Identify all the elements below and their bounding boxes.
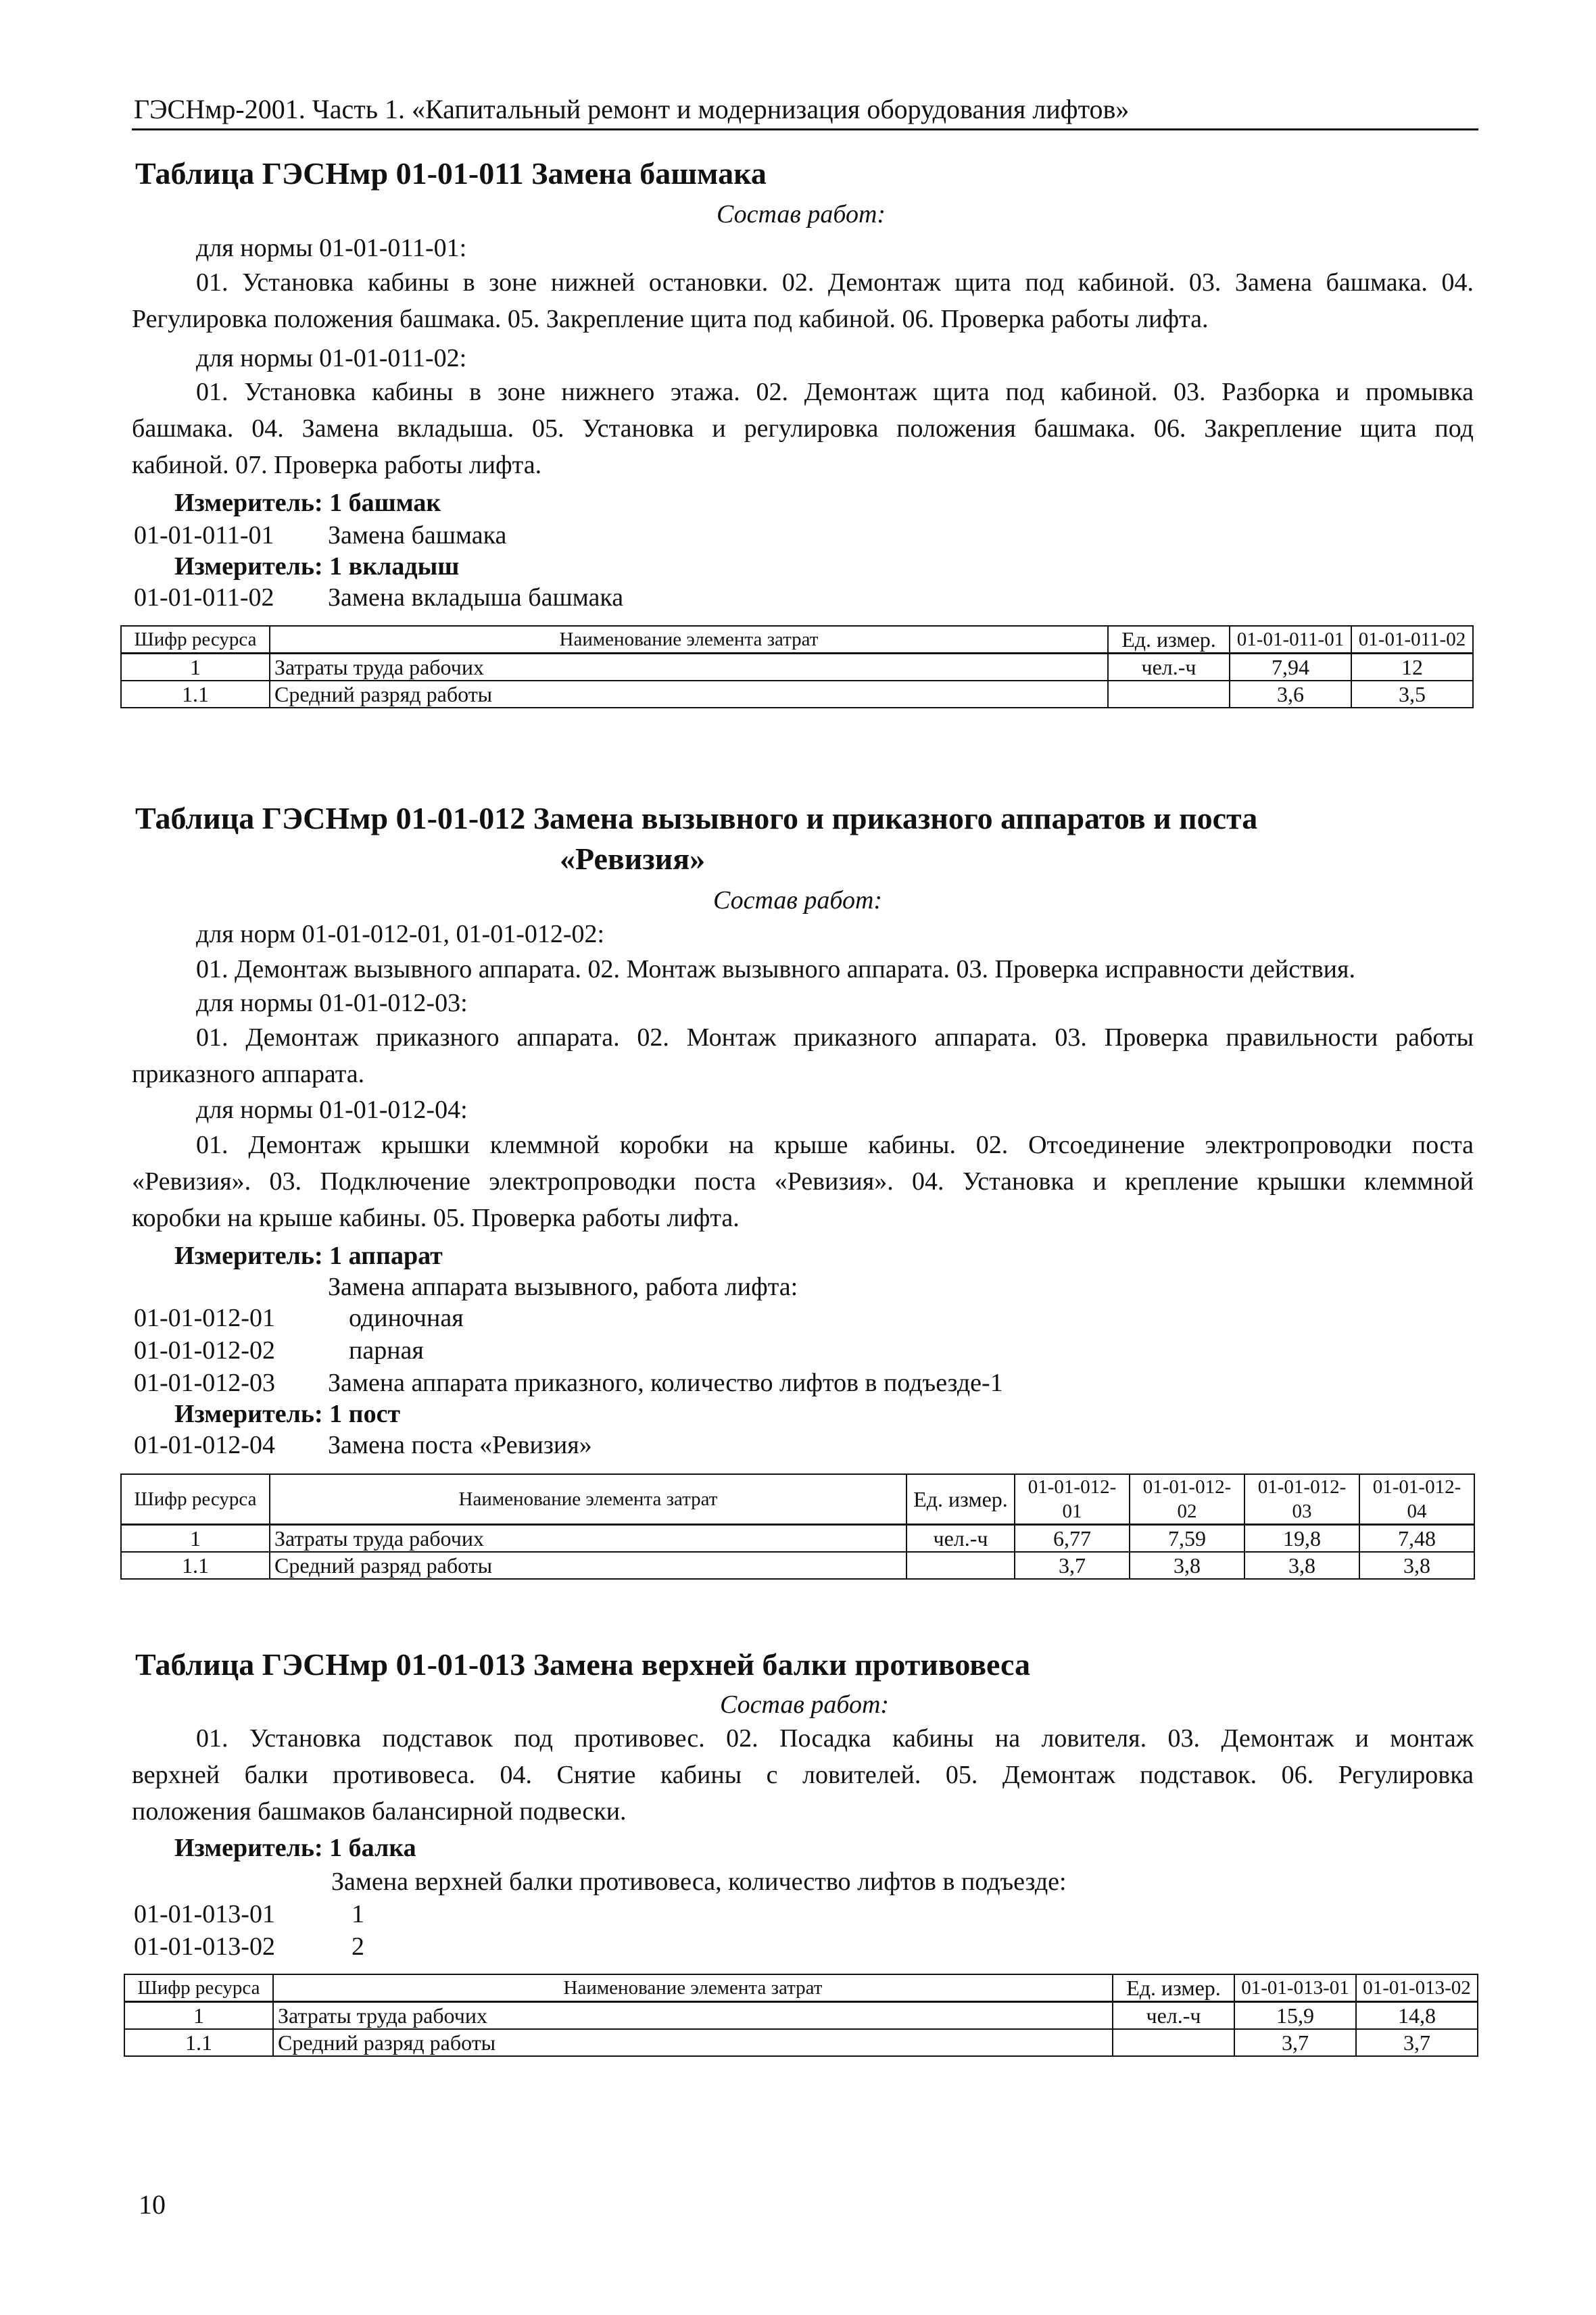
- table-011-norm1-label: для нормы 01-01-011-01:: [196, 234, 467, 262]
- row-code: 1.1: [124, 2029, 273, 2056]
- norm-desc-011-01: Замена башмака: [328, 521, 507, 550]
- table-012-norm2-line2: приказного аппарата.: [132, 1060, 365, 1088]
- table-011-meter1: Измеритель: 1 башмак: [174, 489, 441, 517]
- table-013-group-desc: Замена верхней балки противовеса, количество лифтов в подъезде:: [331, 1868, 1067, 1896]
- norm-code-012-03: 01-01-012-03: [134, 1369, 275, 1397]
- row-unit: чел.-ч: [906, 1525, 1015, 1553]
- table-011-norm2-line1: 01. Установка кабины в зоне нижнего этажа. 02. Демонтаж щита под кабиной. 03. Разборка и промывка: [196, 378, 1474, 406]
- table-011-norm2-label: для нормы 01-01-011-02:: [196, 344, 467, 372]
- table-013-line1: 01. Установка подставок под противовес. 02. Посадка кабины на ловителя. 03. Демонтаж и монтаж: [196, 1724, 1474, 1753]
- row-value: 3,8: [1130, 1552, 1244, 1579]
- table-011-norm1-line2: Регулировка положения башмака. 05. Закрепление щита под кабиной. 06. Проверка работы лифта.: [132, 305, 1209, 333]
- table-012-norm2-label: для нормы 01-01-012-03:: [196, 989, 468, 1017]
- row-value: 3,6: [1230, 681, 1351, 708]
- table-012-norm2-line1: 01. Демонтаж приказного аппарата. 02. Монтаж приказного аппарата. 03. Проверка правильности работы: [196, 1023, 1474, 1052]
- row-value: 7,59: [1130, 1525, 1244, 1553]
- table-012-title-line2: «Ревизия»: [560, 842, 706, 876]
- norm-code-012-02: 01-01-012-02: [134, 1336, 275, 1365]
- resource-table-011: [120, 625, 1474, 708]
- norm-code-011-02: 01-01-011-02: [134, 583, 274, 612]
- row-value: 3,8: [1359, 1552, 1474, 1579]
- row-unit: чел.-ч: [1113, 2002, 1234, 2030]
- table-012-meter2: Измеритель: 1 пост: [174, 1400, 401, 1428]
- norm-desc-012-03: Замена аппарата приказного, количество лифтов в подъезде-1: [328, 1369, 1003, 1397]
- norm-code-012-01: 01-01-012-01: [134, 1304, 275, 1332]
- norm-code-013-01: 01-01-013-01: [134, 1900, 275, 1928]
- table-012-norm3-line3: коробки на крыше кабины. 05. Проверка работы лифта.: [132, 1204, 740, 1232]
- row-value: 7,94: [1230, 654, 1351, 681]
- row-name: Затраты труда рабочих: [270, 654, 1108, 681]
- header-code: Шифр ресурса: [124, 1974, 273, 2002]
- header-code: Шифр ресурса: [121, 1474, 270, 1525]
- table-row: [121, 681, 1473, 708]
- norm-desc-012-04: Замена поста «Ревизия»: [328, 1431, 592, 1459]
- table-011-meter2: Измеритель: 1 вкладыш: [174, 552, 460, 581]
- norm-desc-011-02: Замена вкладыша башмака: [328, 583, 624, 612]
- table-row: [124, 2002, 1478, 2030]
- row-value: 3,7: [1015, 1552, 1130, 1579]
- row-code: 1.1: [121, 681, 270, 708]
- row-code: 1: [121, 654, 270, 681]
- table-012-composition: Состав работ:: [713, 886, 883, 915]
- row-code: 1.1: [121, 1552, 270, 1579]
- row-unit: [1108, 681, 1230, 708]
- row-code: 1: [121, 1525, 270, 1553]
- table-012-norm3-line1: 01. Демонтаж крышки клеммной коробки на крыше кабины. 02. Отсоединение электропроводки поста: [196, 1131, 1474, 1159]
- table-row: [121, 654, 1473, 681]
- table-header-row: [124, 1974, 1478, 2002]
- row-value: 3,8: [1244, 1552, 1359, 1579]
- table-011-norm2-line2: башмака. 04. Замена вкладыша. 05. Установка и регулировка положения башмака. 06. Закрепление щита под: [132, 414, 1474, 443]
- row-unit: чел.-ч: [1108, 654, 1230, 681]
- norm-desc-012-01: одиночная: [349, 1304, 464, 1332]
- row-value: 12: [1351, 654, 1473, 681]
- table-header-row: [121, 626, 1473, 654]
- page-number: 10: [139, 2189, 166, 2220]
- header-col-2: 01-01-011-02: [1351, 626, 1473, 654]
- table-013-composition: Состав работ:: [720, 1690, 890, 1719]
- header-rule: [132, 128, 1478, 130]
- norm-desc-012-02: парная: [349, 1336, 424, 1365]
- header-unit: Ед. измер.: [906, 1474, 1015, 1525]
- header-name: Наименование элемента затрат: [270, 1474, 906, 1525]
- row-code: 1: [124, 2002, 273, 2030]
- table-012-norm1-line1: 01. Демонтаж вызывного аппарата. 02. Монтаж вызывного аппарата. 03. Проверка исправности действия.: [196, 955, 1355, 983]
- table-011-title: Таблица ГЭСНмр 01-01-011 Замена башмака: [135, 156, 767, 191]
- header-unit: Ед. измер.: [1108, 626, 1230, 654]
- row-value: 15,9: [1234, 2002, 1356, 2030]
- row-unit: [1113, 2029, 1234, 2056]
- table-header-row: [121, 1474, 1474, 1525]
- header-unit: Ед. измер.: [1113, 1974, 1234, 2002]
- header-col-4: 01-01-012-04: [1359, 1474, 1474, 1525]
- row-value: 14,8: [1356, 2002, 1478, 2030]
- table-row: [121, 1525, 1474, 1553]
- row-name: Затраты труда рабочих: [270, 1525, 906, 1553]
- header-col-2: 01-01-013-02: [1356, 1974, 1478, 2002]
- row-value: 7,48: [1359, 1525, 1474, 1553]
- row-value: 19,8: [1244, 1525, 1359, 1553]
- resource-table-013: [124, 1974, 1478, 2057]
- row-value: 3,7: [1356, 2029, 1478, 2056]
- table-012-norm3-label: для нормы 01-01-012-04:: [196, 1096, 468, 1124]
- row-unit: [906, 1552, 1015, 1579]
- table-013-line3: положения башмаков балансирной подвески.: [132, 1797, 627, 1826]
- header-col-1: 01-01-012-01: [1015, 1474, 1130, 1525]
- norm-desc-013-02: 2: [352, 1932, 364, 1961]
- norm-code-013-02: 01-01-013-02: [134, 1932, 275, 1961]
- table-012-group-desc: Замена аппарата вызывного, работа лифта:: [328, 1273, 798, 1301]
- table-row: [124, 2029, 1478, 2056]
- table-011-composition: Состав работ:: [717, 200, 886, 228]
- row-name: Затраты труда рабочих: [273, 2002, 1113, 2030]
- norm-desc-013-01: 1: [352, 1900, 364, 1928]
- row-value: 3,5: [1351, 681, 1473, 708]
- header-col-1: 01-01-013-01: [1234, 1974, 1356, 2002]
- table-012-norm3-line2: «Ревизия». 03. Подключение электропроводки поста «Ревизия». 04. Установка и крепление крышки клеммной: [132, 1167, 1474, 1196]
- header-name: Наименование элемента затрат: [273, 1974, 1113, 2002]
- table-012-title-line1: Таблица ГЭСНмр 01-01-012 Замена вызывного и приказного аппаратов и поста: [135, 801, 1258, 835]
- header-code: Шифр ресурса: [121, 626, 270, 654]
- row-name: Средний разряд работы: [273, 2029, 1113, 2056]
- norm-code-012-04: 01-01-012-04: [134, 1431, 275, 1459]
- row-value: 3,7: [1234, 2029, 1356, 2056]
- table-011-norm2-line3: кабиной. 07. Проверка работы лифта.: [132, 451, 542, 479]
- header-col-3: 01-01-012-03: [1244, 1474, 1359, 1525]
- table-012-norm1-label: для норм 01-01-012-01, 01-01-012-02:: [196, 920, 605, 948]
- table-011-norm1-line1: 01. Установка кабины в зоне нижней остановки. 02. Демонтаж щита под кабиной. 03. Замена башмака. 04.: [196, 268, 1474, 297]
- norm-code-011-01: 01-01-011-01: [134, 521, 274, 550]
- table-013-meter: Измеритель: 1 балка: [174, 1834, 416, 1862]
- table-012-meter1: Измеритель: 1 аппарат: [174, 1242, 443, 1270]
- row-name: Средний разряд работы: [270, 681, 1108, 708]
- table-013-line2: верхней балки противовеса. 04. Снятие кабины с ловителей. 05. Демонтаж подставок. 06. Регулировка: [132, 1761, 1474, 1789]
- header-col-1: 01-01-011-01: [1230, 626, 1351, 654]
- header-name: Наименование элемента затрат: [270, 626, 1108, 654]
- running-header: ГЭСНмр-2001. Часть 1. «Капитальный ремонт и модернизация оборудования лифтов»: [134, 94, 1130, 124]
- row-name: Средний разряд работы: [270, 1552, 906, 1579]
- table-row: [121, 1552, 1474, 1579]
- header-col-2: 01-01-012-02: [1130, 1474, 1244, 1525]
- resource-table-012: [120, 1473, 1475, 1580]
- row-value: 6,77: [1015, 1525, 1130, 1553]
- table-013-title: Таблица ГЭСНмр 01-01-013 Замена верхней балки противовеса: [135, 1647, 1031, 1682]
